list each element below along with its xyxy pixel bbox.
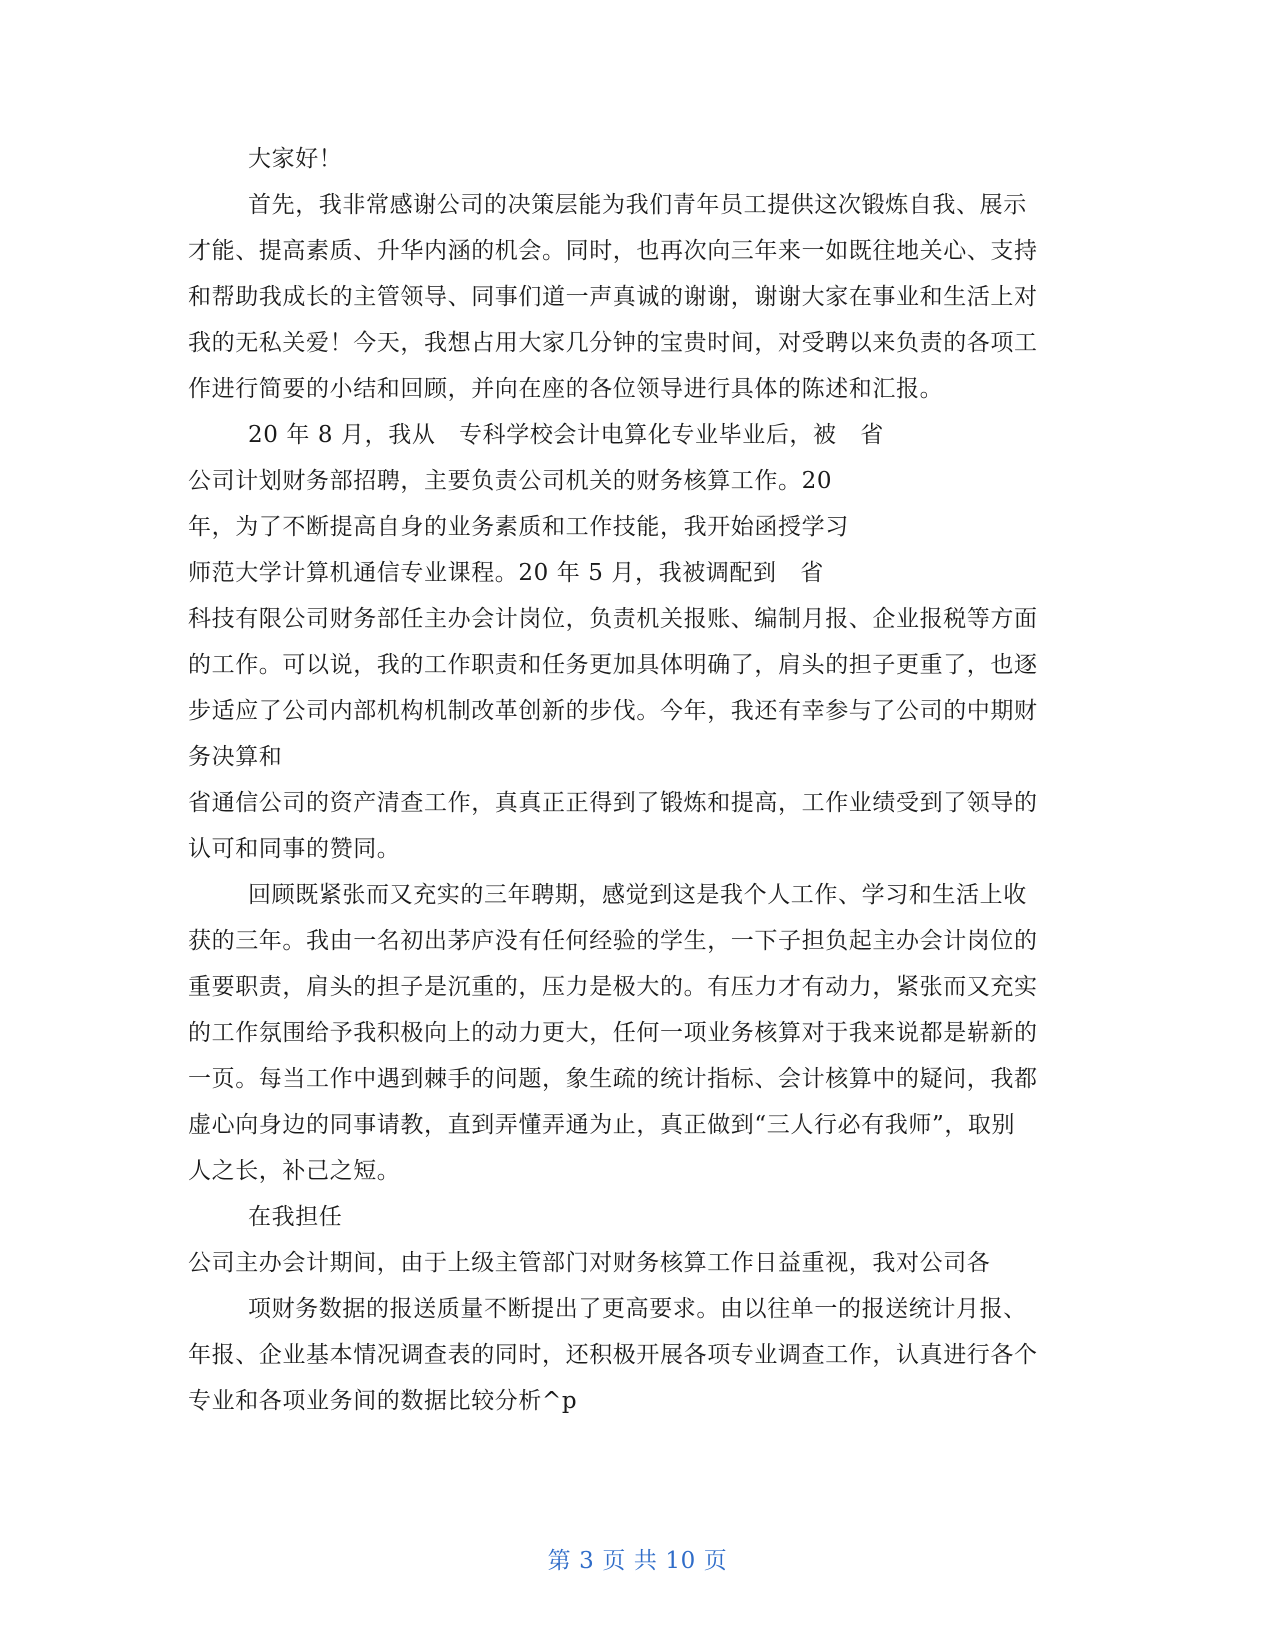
text-line: 公司主办会计期间，由于上级主管部门对财务核算工作日益重视，我对公司各 xyxy=(188,1250,991,1276)
text-line: 才能、提高素质、升华内涵的机会。同时，也再次向三年来一如既往地关心、支持 xyxy=(188,238,1038,264)
text-line: 虚心向身边的同事请教，直到弄懂弄通为止，真正做到“三人行必有我师”，取别 xyxy=(188,1112,1016,1138)
text-line: 的工作氛围给予我积极向上的动力更大，任何一项业务核算对于我来说都是崭新的 xyxy=(188,1020,1038,1046)
text-line: 项财务数据的报送质量不断提出了更高要求。由以往单一的报送统计月报、 xyxy=(248,1296,1027,1322)
text-line: 务决算和 xyxy=(188,744,283,770)
text-line: 人之长，补己之短。 xyxy=(188,1158,401,1184)
text-line: 20 年 8 月，我从 专科学校会计电算化专业毕业后，被 省 xyxy=(248,422,884,448)
text-line: 在我担任 xyxy=(248,1204,343,1230)
page-number-footer: 第 3 页 共 10 页 xyxy=(547,1548,728,1574)
text-line: 年，为了不断提高自身的业务素质和工作技能，我开始函授学习 xyxy=(188,514,849,540)
text-line: 一页。每当工作中遇到棘手的问题，象生疏的统计指标、会计核算中的疑问，我都 xyxy=(188,1066,1038,1092)
text-line: 首先，我非常感谢公司的决策层能为我们青年员工提供这次锻炼自我、展示 xyxy=(248,192,1027,218)
text-line: 科技有限公司财务部任主办会计岗位，负责机关报账、编制月报、企业报税等方面 xyxy=(188,606,1038,632)
text-line: 我的无私关爱！今天，我想占用大家几分钟的宝贵时间，对受聘以来负责的各项工 xyxy=(188,330,1038,356)
text-line: 认可和同事的赞同。 xyxy=(188,836,401,862)
text-line: 步适应了公司内部机构机制改革创新的步伐。今年，我还有幸参与了公司的中期财 xyxy=(188,698,1038,724)
text-line: 获的三年。我由一名初出茅庐没有任何经验的学生，一下子担负起主办会计岗位的 xyxy=(188,928,1038,954)
text-line: 作进行简要的小结和回顾，并向在座的各位领导进行具体的陈述和汇报。 xyxy=(188,376,944,402)
text-line: 年报、企业基本情况调查表的同时，还积极开展各项专业调查工作，认真进行各个 xyxy=(188,1342,1038,1368)
text-line: 的工作。可以说，我的工作职责和任务更加具体明确了，肩头的担子更重了，也逐 xyxy=(188,652,1038,678)
text-line: 大家好！ xyxy=(248,146,343,172)
text-line: 回顾既紧张而又充实的三年聘期，感觉到这是我个人工作、学习和生活上收 xyxy=(248,882,1027,908)
text-line: 重要职责，肩头的担子是沉重的，压力是极大的。有压力才有动力，紧张而又充实 xyxy=(188,974,1038,1000)
text-line: 和帮助我成长的主管领导、同事们道一声真诚的谢谢，谢谢大家在事业和生活上对 xyxy=(188,284,1038,310)
text-line: 专业和各项业务间的数据比较分析^p xyxy=(188,1388,578,1414)
text-line: 省通信公司的资产清查工作，真真正正得到了锻炼和提高，工作业绩受到了领导的 xyxy=(188,790,1038,816)
text-line: 师范大学计算机通信专业课程。20 年 5 月，我被调配到 省 xyxy=(188,560,824,586)
text-line: 公司计划财务部招聘，主要负责公司机关的财务核算工作。20 xyxy=(188,468,833,494)
